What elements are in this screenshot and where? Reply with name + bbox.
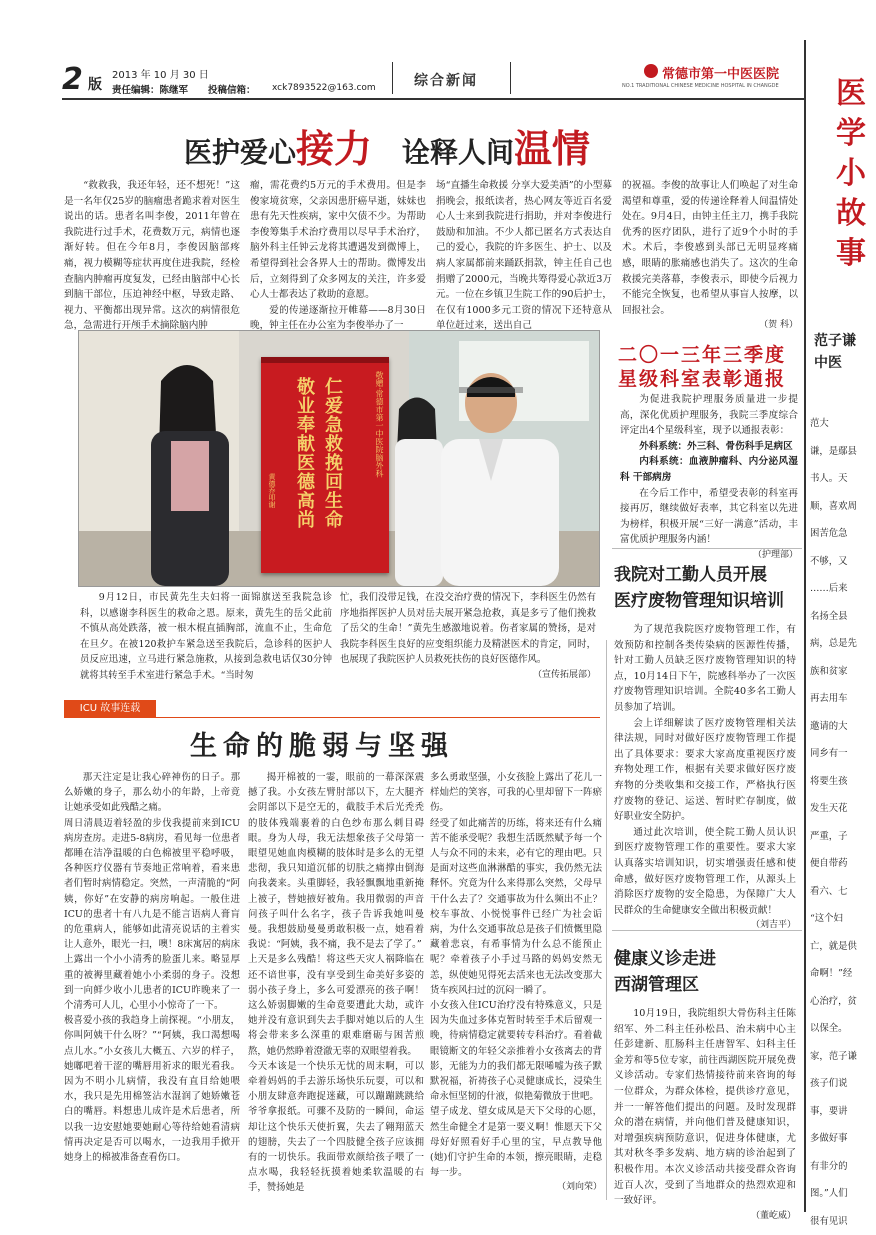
strip-subtitle-2: 中医 xyxy=(814,352,842,372)
waste-byline: （刘吉平） xyxy=(614,918,796,934)
clinic-body: 10月19日，我院组织大骨伤科主任陈绍军、外二科主任孙松昌、治未病中心主任彭建新、肛肠科主任唐智军、妇科主任金芳和等5位专家，前往西湖医院开展免费义诊活动。专家们热情接待前来咨询的每一位群众，为群众体检，提供诊疗意见，并一一解答他们提出的问题。及时发现群众的潜在病情，并向他们普及健康知识，对增强疾病预防意识，促进身体健康，尤其对秋冬季多发病、地方病的诊治起到了积极作用。本次义诊活动共接受群众咨询近百人次，受到了当地群众的热烈欢迎和一致好评。 （董屹威） xyxy=(614,1006,796,1224)
commendation-banner xyxy=(261,357,389,573)
next-page-strip xyxy=(804,40,852,1212)
photo-caption-col-2: 忙，我们没带足钱，在没交治疗费的情况下，李科医生仍然有序地指挥医护人员对岳夫展开紧急抢救，真是多亏了他们挽救了岳父的生命！”黄先生感激地说着。伤者家属的赞扬，是对我院李科医生良好的应变组织能力及精湛医术的肯定，同时，也展现了我院医护人员救死扶伤的良好医德作风。 （宣传拓展部） xyxy=(340,590,596,684)
section-name: 综合新闻 xyxy=(414,70,478,90)
header-divider-2 xyxy=(510,62,511,94)
strip-line: 名扬全县 xyxy=(810,603,857,631)
page-number: 2 xyxy=(62,62,83,97)
strip-line: 家，范子谦 xyxy=(810,1043,857,1071)
banner-line-2: 敬业奉献医德高尚 xyxy=(291,377,317,529)
headline-part-1: 医护爱心 xyxy=(184,136,296,169)
strip-line: 谦，是鄢县 xyxy=(810,438,857,466)
honor-byline: （护理部） xyxy=(620,548,798,564)
strip-line: 范大 xyxy=(810,410,857,438)
waste-body: 为了规范我院医疗废物管理工作，有效预防和控制各类传染病的医源性传播，针对工勤人员缺乏医疗废物管理知识的特点，10月14日下午，院感科举办了一次医疗废物管理知识培训。全院40多名工勤人员参加了培训。 会上详细解读了医疗废物管理相关法律法规，同时对做好医疗废物管理工作提出了具体要求：要求大家高度重视医疗废弃物处理工作，根据有关要求做好医疗废弃物的分类收集和交接工作，严格执行医疗废物的登记、运送、暂时贮存制度，做好职业安全防护。 通过此次培训，使全院工勤人员认识到医疗废物管理工作的重要性。要求大家认真落实培训知识，切实增强责任感和使命感，做好医疗废物管理工作，从源头上消除医疗废物的安全隐患，为保障广大人民群众的生命健康安全做出积极贡献！ （刘吉平） xyxy=(614,622,796,934)
strip-line: 严重，子 xyxy=(810,823,857,851)
waste-bottom-rule xyxy=(612,930,802,931)
lead-article-col-4: 的祝福。李俊的故事让人们唤起了对生命渴望和尊重，爱的传递诠释着人间温情处处在。9月4日，由钟主任主刀，携手我院优秀的医疗团队，进行了近9个小时的手术。术后，李俊感到头部已无明显疼痛感，眼睛的胀痛感也消失了。这次的生命救援完美落幕，李俊表示，即使今后视力不能完全恢复，也希望从事盲人按摩，以回报社会。 （贺 科） xyxy=(622,178,798,334)
strip-line: 再去用车 xyxy=(810,685,857,713)
strip-line: 发生天花 xyxy=(810,795,857,823)
headline-part-4: 温情 xyxy=(514,126,590,171)
strip-line: ……后来 xyxy=(810,575,857,603)
banner-small-title: 敬赠·常德市第一中医院脑外科 xyxy=(374,371,385,478)
page-number-suffix: 版 xyxy=(88,74,102,94)
contribution-email[interactable]: xck7893522@163.com xyxy=(272,83,376,93)
lead-byline: （贺 科） xyxy=(622,318,798,334)
strip-line: 书人。天 xyxy=(810,465,857,493)
strip-line: 亡，就是供 xyxy=(810,933,857,961)
strip-line: 命啊！”经 xyxy=(810,960,857,988)
strip-line: 很有见识 xyxy=(810,1208,857,1235)
clinic-title-2: 西湖管理区 xyxy=(614,970,699,995)
lead-headline xyxy=(184,118,704,168)
strip-line: 有非分的 xyxy=(810,1153,857,1181)
page-header xyxy=(62,58,804,98)
strip-line: “这个妇 xyxy=(810,905,857,933)
strip-line: 便自带药 xyxy=(810,850,857,878)
icu-byline: （刘向荣） xyxy=(430,1180,602,1195)
icu-story-tag: ICU 故事连载 xyxy=(64,700,156,718)
header-bottom-rule xyxy=(62,98,804,100)
banner-line-1: 仁爱急救挽回生命 xyxy=(319,377,345,529)
strip-line: 同乡有一 xyxy=(810,740,857,768)
strip-line: 不够，又 xyxy=(810,548,857,576)
strip-line: 病，总是先 xyxy=(810,630,857,658)
headline-part-3: 诠释人间 xyxy=(402,136,514,169)
honor-bottom-rule xyxy=(612,548,802,549)
strip-line: 困苦危急 xyxy=(810,520,857,548)
honor-body: 为促进我院护理服务质量进一步提高，深化优质护理服务，我院三季度综合评定出4个星级科室，现予以通报表彰： 外科系统：外三科、骨伤科手足病区 内科系统：血液肿瘤科、内分泌风湿科 干部病房 在今后工作中，希望受表彰的科室再接再厉，继续做好表率，其它科室以先进为榜样，积极开展“三好一满意”活动，丰富优质护理服务内涵！ （护理部） xyxy=(620,392,798,564)
right-column-divider xyxy=(606,640,607,1200)
news-photo xyxy=(78,330,600,587)
strip-line: 孩子们说 xyxy=(810,1070,857,1098)
strip-line: 顺，喜欢周 xyxy=(810,493,857,521)
banner-signature: 黄德乔叩谢 xyxy=(267,473,277,508)
strip-line: 族和贫家 xyxy=(810,658,857,686)
strip-line: 事，要讲 xyxy=(810,1098,857,1126)
photo-caption-col-1: 9月12日，市民黄先生夫妇将一面锦旗送至我院急诊科，以感谢李科医生的救命之恩。原来，黄先生的岳父此前不慎从高处跌落，被一根木棍直插胸部，流血不止，生命危在旦夕。在被120救护车紧急送至我院后，急诊科的医护人员反应迅速，立马进行紧急施救，从接到急救电话仅30分钟就将其转至手术室进行紧急手术。“当时匆 xyxy=(80,590,332,684)
strip-line: 心治疗，贫 xyxy=(810,988,857,1016)
icu-col-3-text: 多么勇敢坚强，小女孩脸上露出了花儿一样灿烂的笑容，可我的心里却留下一阵瘀伤。 经受了如此痛苦的历练，将来还有什么痛苦不能承受呢？我想生活既然赋予每一个人与众不同的未来，必有它的理由吧。只是面对这些血淋淋酷的事实，我仍然无法释怀。究竟为什么来得那么突然，父母早干什么去了？交通事故为什么频出不止？校车事故、小悦悦事件已经广为社会诟病，为什么交通事故总是孩子们愤慨里隐藏着悲哀，有希事情为什么总不能预止呢？牵着孩子小手过马路的妈妈安然无恙，纵使她见得死去活来也无法改变那大货车疾风扫过的沉闷一瞬了。 小女孩入住ICU治疗没有特殊意义，只是因为失血过多体克暂时转至手术后留观一晚，待病情稳定就要转专科治疗。看着截眼镜断文的年轻父亲推着小女孩离去的背影，无能为力的我们都无限唏嘘为孩子默默祝福，祈祷孩子心灵健康成长，浸染生命永恒坚韧的什液，似艳菊微放于世吧。 望子成龙、望女成凤是天下父母的心愿，然生命健全才是第一要义啊！惟愿天下父母好好照看好手心里的宝，早点教导他(她)们守护生命的本领，擦亮眼睛，走稳每一步。 xyxy=(430,770,602,1180)
hospital-logo-icon xyxy=(644,64,658,78)
waste-title-2: 医疗废物管理知识培训 xyxy=(614,586,784,611)
honor-internal: 内科系统：血液肿瘤科、内分泌风湿科 干部病房 xyxy=(620,454,798,485)
editor-line: 责任编辑：陈继军 xyxy=(112,82,188,96)
strip-line: 邀请的大 xyxy=(810,713,857,741)
waste-title-1: 我院对工勤人员开展 xyxy=(614,560,767,585)
strip-line: 图。”人们 xyxy=(810,1180,857,1208)
hospital-name-en: NO.1 TRADITIONAL CHINESE MEDICINE HOSPITAL IN CHANGDE xyxy=(622,83,779,89)
email-label: 投稿信箱： xyxy=(208,82,256,96)
honor-surgical: 外科系统：外三科、骨伤科手足病区 xyxy=(620,439,798,455)
strip-big-title: 医 学 小 故 事 xyxy=(836,74,876,274)
honor-title-2: 星级科室表彰通报 xyxy=(618,364,786,391)
lead-article-col-3: 场“直播生命救援 分享大爱美酒”的小型募捐晚会，报纸读者，热心网友等近百名爱心人士来到我院进行捐助，并对李俊进行鼓励和加油。不少人都已匿名方式表达自己的爱心，我院的许多医生、护士、以及病人家属都前来踊跃捐款，钟主任自己也捐赠了2000元，当晚共筹得爱心款近3万元。一位在乡镇卫生院工作的90后护士，在仅有1000多元工资的情况下还特意从单位赶过来，送出自己 xyxy=(436,178,612,334)
headline-part-2: 接力 xyxy=(296,126,372,171)
header-divider xyxy=(392,62,393,94)
strip-line: 将要生孩 xyxy=(810,768,857,796)
lead-article-col-1: “救救我，我还年轻，还不想死！”这是一名年仅25岁的脑瘤患者跪求着对医生说出的话。患者名叫李俊，2011年曾在我院进行过手术，花费数万元，病情也逐渐好转。但在今年8月，李俊因脑部疼痛，视力模糊等症状再度住进我院，经检查脑内肿瘤再度复发，已经由脑部中心长到脑干部位，压迫神经中枢，导致走路、视力、平衡都出现异常。这次的病情很危急，急需进行开颅手术摘除脑内肿 xyxy=(64,178,240,334)
icu-headline: 生命的脆弱与坚强 xyxy=(190,724,454,763)
strip-text xyxy=(810,410,857,1235)
strip-line: 看六、七 xyxy=(810,878,857,906)
strip-subtitle-1: 范子谦 xyxy=(814,330,856,350)
issue-date: 2013 年 10 月 30 日 xyxy=(112,66,209,81)
lead-article-col-2: 瘤，需花费约5万元的手术费用。但是李俊家境贫寒，父亲因患肝癌早逝，妹妹也患有先天性疾病，家中欠债不少。为帮助李俊筹集手术治疗费用以尽早手术治疗，脑外科主任钟云龙将其遭遇发到微博上，希望得到社会各界人士的帮助。微博发出后，立刻得到了众多网友的关注，许多爱心人士都表达了救助的意愿。 爱的传递逐渐拉开帷幕——8月30日晚，钟主任在办公室为李俊举办了一 xyxy=(250,178,426,334)
photo-caption-byline: （宣传拓展部） xyxy=(340,668,596,684)
clinic-byline: （董屹威） xyxy=(614,1209,796,1225)
strip-line: 以保全。 xyxy=(810,1015,857,1043)
clinic-title-1: 健康义诊走进 xyxy=(614,944,716,969)
icu-col-1: 那天注定是让我心碎神伤的日子。那么娇嫩的身子，那么幼小的年龄，上帝竟让她承受如此残酷之痛。 周日清晨迈着轻盈的步伐我提前来到ICU病房查房。走进5-8病房，看见每一位患者都睡在洁净温暖的白色棉被里平稳呼吸，各种医疗仪器有节奏地正常响着，看来患者们暂时病情稳定。突然，一声清脆的“阿姨，你好”在安静的病房响起。一般住进ICU的患者十有八九是不能言语病人膏肓的危重病人，能够如此清亮说话的主着实让人意外，眼光一扫，噢！8床寓居的病床上露出一个小小清秀的脸蛋儿来。略显厚重的被褥里藏着她小小柔弱的身子。没想到一向鲜少收小儿患者的ICU昨晚来了一个清秀可人儿，心里小小惊奇了一下。 极喜爱小孩的我趋身上前探视。“小朋友，你叫阿姨干什么呀？”“阿姨，我口渴想喝点儿水。”小女孩儿大概五、六岁的样子，她嘟吧着干涩的嘴唇用祈求的眼光看我。因为不明小儿病情，我没有直目给她喂水，我只是先用棉签沾水湿润了她娇嫩苍白的嘴唇。料想患儿成许是术后患者，所以我一边安慰她要她耐心等待给她看清病情再决定是否可以喝水，一边我用手掀开她身上的棉被准备查看伤口。 xyxy=(64,770,240,1165)
icu-col-3 xyxy=(430,770,602,1196)
hospital-name: 常德市第一中医医院 xyxy=(662,63,779,82)
icu-tag-rule xyxy=(156,717,600,718)
strip-line: 多做好事 xyxy=(810,1125,857,1153)
icu-col-2: 揭开棉被的一霎，眼前的一幕深深震撼了我。小女孩左臂肘部以下，左大腿齐会阴部以下是空无的，截肢手术后光秃秃的肢体残端裹着的白色纱布那么刺目碍眼。身为人母，我无法想象孩子父母第一眼望见她血肉模糊的肢体时是多么的无望悲彻，我只知道沉郁的切肤之痛撑由倒海向我袭来。头重脚轻，我轻飘飘地重新掩上被子，替她掖好被角。我用微弱的声音问孩子叫什么名字，孩子告诉我她叫曼曼。我想鼓励曼曼勇敢积极一点，她看着我说：“阿姨，我不痛，我不是去了学了。” 上天是多么残酷！将这些天灾人祸降临在还不谙世事，没有享受到生命美好多姿的弱小孩子身上，多么可爱漂亮的孩子啊！这么娇弱脚嫩的生命竟要遭此大劫，或许她并没有意识到失去手脚对她以后的人生将会带来多么深重的艰难磨砺与困苦煎熬，她仍然睁着澄澈无辜的双眼望着我。 今天本该是一个快乐无忧的周末啊，可以牵着妈妈的手去游乐场快乐玩耍，可以和小朋友肆意奔跑捉迷藏，可以蹦蹦跳跳给爷爷拿报纸。可骤不及防的一瞬间，命运却让这个快乐天使折翼，失去了翱翔蓝天的翅膀，失去了一个四肢健全孩子应该拥有的一切快乐。我面带欢颜给孩子喂了一点水喝，我轻轻抚摸着她柔软温暖的右手，赞扬她是 xyxy=(248,770,424,1196)
honor-title-1: 二〇一三年三季度 xyxy=(618,340,786,367)
